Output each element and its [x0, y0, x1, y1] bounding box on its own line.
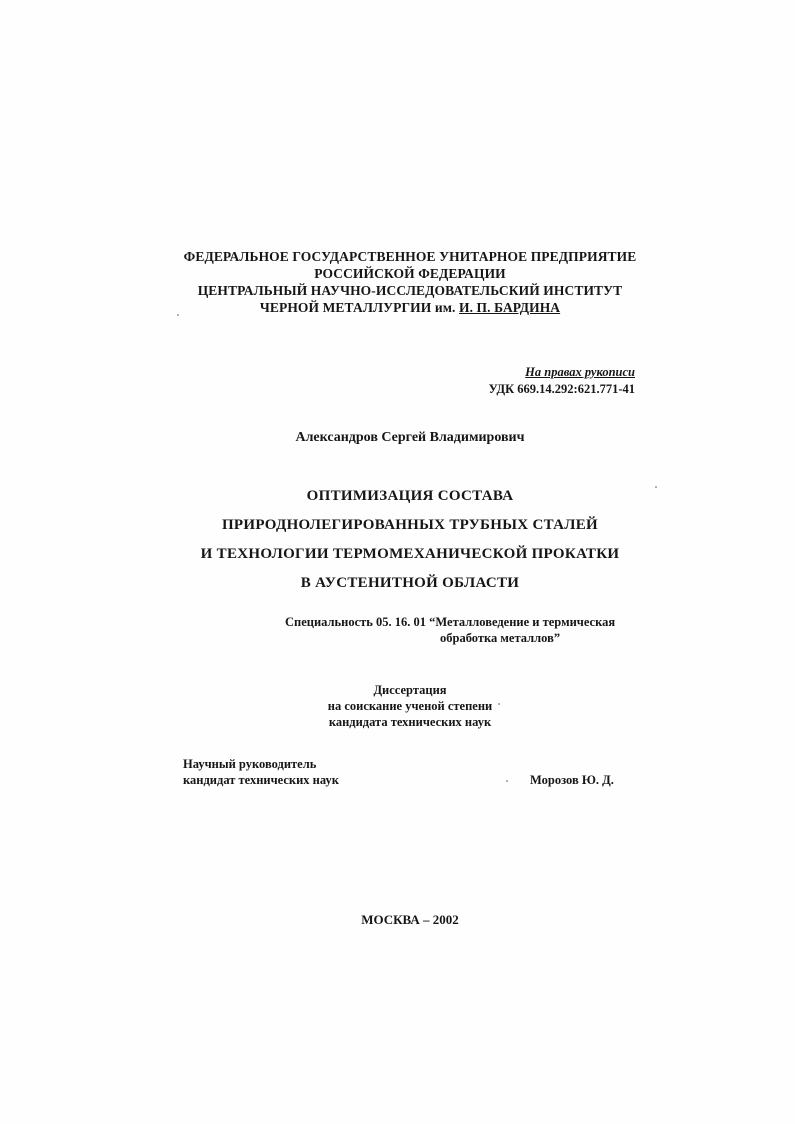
- author-name: Александров Сергей Владимирович: [295, 430, 525, 445]
- organization-line-1: ФЕДЕРАЛЬНОЕ ГОСУДАРСТВЕННОЕ УНИТАРНОЕ ПРЕДПРИЯТИЕ: [183, 249, 637, 264]
- title-line-1: ОПТИМИЗАЦИЯ СОСТАВА: [306, 488, 514, 504]
- title-line-3: И ТЕХНОЛОГИИ ТЕРМОМЕХАНИЧЕСКОЙ ПРОКАТКИ: [200, 546, 620, 562]
- dissertation-degree-block: [260, 682, 560, 730]
- specialty-block: [285, 614, 615, 646]
- specialty-line-1: Специальность 05. 16. 01 “Металловедение и термическая: [285, 615, 616, 629]
- supervisor-degree: кандидат технических наук: [183, 773, 339, 787]
- organization-line-4: [160, 299, 660, 316]
- organization-header: [160, 248, 660, 316]
- title-line-4: В АУСТЕНИТНОЙ ОБЛАСТИ: [300, 575, 520, 591]
- organization-line-3: ЦЕНТРАЛЬНЫЙ НАУЧНО-ИССЛЕДОВАТЕЛЬСКИЙ ИНСТИТУТ: [197, 283, 623, 298]
- manuscript-rights: На правах рукописи: [525, 365, 635, 379]
- organization-line-4-prefix: ЧЕРНОЙ МЕТАЛЛУРГИИ им.: [259, 300, 456, 315]
- supervisor-name: Морозов Ю. Д.: [530, 773, 614, 787]
- dissertation-line-3: кандидата технических наук: [328, 715, 492, 729]
- organization-line-2: РОССИЙСКОЙ ФЕДЕРАЦИИ: [314, 266, 506, 281]
- organization-institute-name: И. П. БАРДИНА: [459, 300, 561, 315]
- dissertation-title: [160, 482, 660, 598]
- dissertation-line-1: Диссертация: [373, 683, 447, 697]
- udk-code: УДК 669.14.292:621.771-41: [488, 382, 635, 396]
- supervisor-block: [183, 756, 339, 788]
- scan-speck: [177, 314, 179, 316]
- supervisor-role: Научный руководитель: [183, 757, 317, 771]
- specialty-line-2: обработка металлов”: [440, 631, 561, 645]
- manuscript-rights-block: [489, 364, 635, 398]
- city-year: МОСКВА – 2002: [361, 912, 459, 927]
- scan-speck: [655, 486, 657, 488]
- title-line-2: ПРИРОДНОЛЕГИРОВАННЫХ ТРУБНЫХ СТАЛЕЙ: [221, 517, 599, 533]
- dissertation-line-2: на соискание ученой степени: [327, 699, 493, 713]
- scan-speck: [506, 780, 508, 782]
- scan-speck: [498, 703, 500, 705]
